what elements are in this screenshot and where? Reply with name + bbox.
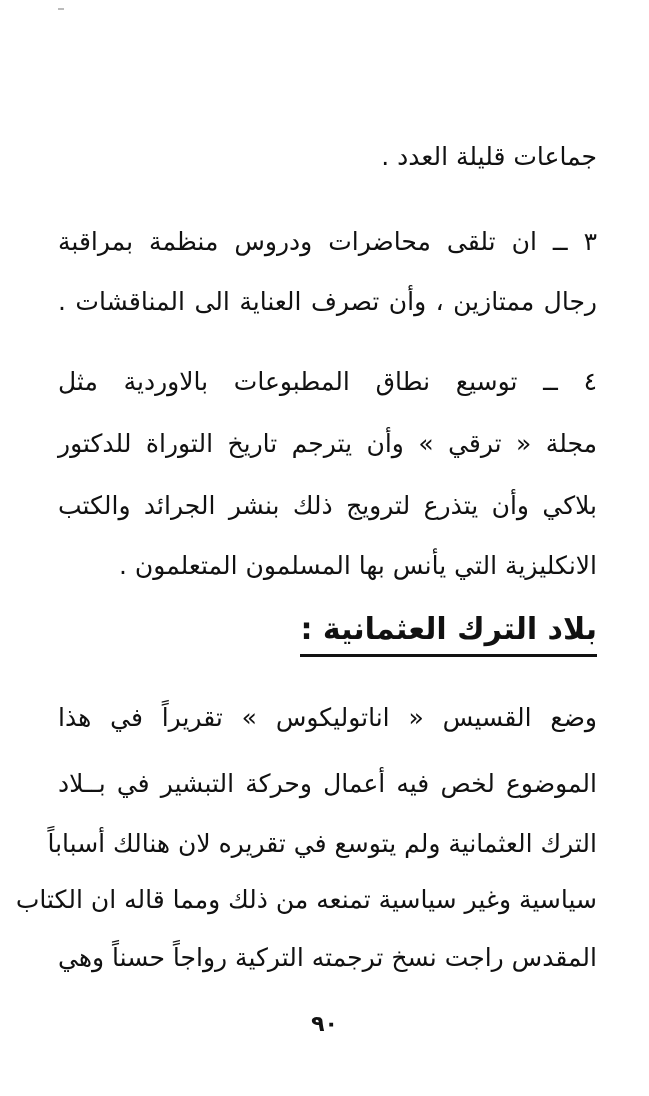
text-line-7: الانكليزية التي يأنس بها المسلمون المتعلمون . xyxy=(119,551,597,580)
text-line-1: جماعات قليلة العدد . xyxy=(381,142,597,171)
page-number: ٩٠ xyxy=(311,1012,338,1037)
text-line-10: الترك العثمانية ولم يتوسع في تقريره لان هنالك أسباباً xyxy=(47,829,597,858)
scan-speck xyxy=(58,8,64,10)
text-line-11: سياسية وغير سياسية تمنعه من ذلك ومما قاله ان الكتاب xyxy=(15,885,597,914)
text-line-12: المقدس راجت نسخ ترجمته التركية رواجاً حسناً وهي xyxy=(58,943,597,972)
text-line-6: بلاكي وأن يتذرع لترويج ذلك بنشر الجرائد والكتب xyxy=(58,491,597,520)
section-heading: بلاد الترك العثمانية : xyxy=(300,608,597,657)
text-line-4: ٤ ــ توسيع نطاق المطبوعات بالاوردية مثل xyxy=(58,367,597,396)
text-line-9: الموضوع لخص فيه أعمال وحركة التبشير في بــلاد xyxy=(58,769,597,798)
text-line-3: رجال ممتازين ، وأن تصرف العناية الى المناقشات . xyxy=(58,287,597,316)
text-line-2: ٣ ــ ان تلقى محاضرات ودروس منظمة بمراقبة xyxy=(58,227,597,256)
text-line-5: مجلة « ترقي » وأن يترجم تاريخ التوراة للدكتور xyxy=(58,429,597,458)
text-line-8: وضع القسيس « اناتوليكوس » تقريراً في هذا xyxy=(58,703,597,732)
